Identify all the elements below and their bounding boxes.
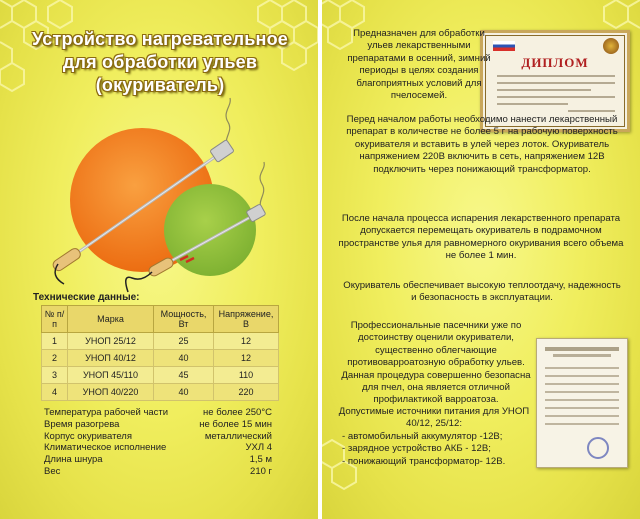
left-panel bbox=[0, 0, 318, 519]
col-header-power: Мощность, Вт bbox=[154, 306, 214, 333]
table-header-row bbox=[42, 306, 279, 333]
paragraph-reliability: Окуриватель обеспечивает высокую теплоотдачу, надежность и безопасность в эксплуатации. bbox=[343, 280, 621, 304]
property-value: УХЛ 4 bbox=[245, 442, 272, 454]
property-value: металлический bbox=[204, 430, 272, 442]
flag-icon bbox=[493, 41, 515, 51]
right-panel bbox=[322, 0, 640, 519]
cell-model: УНОП 40/220 bbox=[68, 384, 154, 401]
property-row bbox=[44, 431, 272, 443]
property-row bbox=[44, 466, 272, 478]
cell-power: 40 bbox=[154, 350, 214, 367]
cell-power: 45 bbox=[154, 367, 214, 384]
cell-number: 4 bbox=[42, 384, 68, 401]
specs-heading: Технические данные: bbox=[33, 292, 140, 303]
table-row bbox=[42, 333, 279, 350]
properties-list bbox=[44, 407, 272, 478]
certificate-image bbox=[536, 338, 628, 468]
property-value: не более 250°С bbox=[203, 407, 272, 418]
cell-voltage: 220 bbox=[214, 384, 279, 401]
diploma-title: ДИПЛОМ bbox=[521, 55, 589, 70]
fumigator-illustration bbox=[0, 90, 318, 300]
table-row bbox=[42, 350, 279, 367]
property-row bbox=[44, 407, 272, 419]
cell-number: 3 bbox=[42, 367, 68, 384]
diploma-text-lines bbox=[497, 75, 615, 117]
list-item: - зарядное устройство АКБ - 12В; bbox=[342, 443, 491, 455]
property-label: Температура рабочей части bbox=[44, 407, 169, 418]
property-label: Длина шнура bbox=[44, 454, 103, 466]
property-label: Корпус окуривателя bbox=[44, 430, 132, 442]
cell-number: 1 bbox=[42, 333, 68, 350]
property-value: 210 г bbox=[250, 465, 272, 477]
cell-model: УНОП 45/110 bbox=[68, 367, 154, 384]
title-line-3: (окуриватель) bbox=[95, 75, 225, 95]
col-header-model: Марка bbox=[68, 306, 154, 333]
specs-table bbox=[41, 305, 279, 401]
cell-model: УНОП 25/12 bbox=[68, 333, 154, 350]
paragraph-purpose: Предназначен для обработки ульев лекарственными препаратами в осенний, зимний периоды в целях создания благоприятных условий для пчелосемей. bbox=[347, 28, 491, 102]
emblem-icon bbox=[603, 38, 619, 54]
property-value: не более 15 мин bbox=[199, 418, 272, 430]
cell-number: 2 bbox=[42, 350, 68, 367]
cell-voltage: 12 bbox=[214, 350, 279, 367]
property-label: Вес bbox=[44, 465, 61, 477]
green-circle bbox=[164, 184, 256, 276]
property-value: 1,5 м bbox=[249, 454, 272, 466]
paragraph-preparation: Перед началом работы необходимо нанести лекарственный препарат в количестве не более 5 г на рабочую поверхность окуривателя и вставить в улей через лоток. Окуриватель напряжением 220В включить в сеть, напряжением 12В подключить через понижающий трансформатор. bbox=[346, 114, 618, 175]
seal-icon bbox=[587, 437, 609, 459]
cell-power: 40 bbox=[154, 384, 214, 401]
col-header-number: № п/п bbox=[42, 306, 68, 333]
table-row bbox=[42, 367, 279, 384]
title-line-1: Устройство нагревательное bbox=[31, 29, 289, 49]
power-sources-lead: Допустимые источники питания для УНОП 40/12, 25/12: bbox=[338, 406, 530, 430]
cell-voltage: 110 bbox=[214, 367, 279, 384]
list-item: - автомобильный аккумулятор -12В; bbox=[342, 430, 503, 442]
cell-power: 25 bbox=[154, 333, 214, 350]
property-row bbox=[44, 419, 272, 431]
property-label: Время разогрева bbox=[44, 418, 120, 430]
cell-voltage: 12 bbox=[214, 333, 279, 350]
cell-model: УНОП 40/12 bbox=[68, 350, 154, 367]
smoke-icon bbox=[260, 162, 264, 210]
col-header-voltage: Напряжение, В bbox=[214, 306, 279, 333]
property-row bbox=[44, 454, 272, 466]
title-line-2: для обработки ульев bbox=[62, 52, 258, 72]
list-item: - понижающий трансформатор- 12В. bbox=[342, 455, 506, 467]
property-row bbox=[44, 442, 272, 454]
paragraph-process: После начала процесса испарения лекарственного препарата допускается перемещать окуриватель в подрамочном пространстве улья для равномерного окуривания всего объема не более 1 мин. bbox=[338, 213, 624, 262]
product-title bbox=[20, 28, 300, 97]
paragraph-recommendation: Профессиональные пасечники уже по достоинству оценили окуриватели, существенно облегчающие противоварроатозную обработку ульев. Данная процедура совершенно безопасна для пчел, она является отличной профилактикой варроатоза. bbox=[341, 320, 531, 406]
table-row bbox=[42, 384, 279, 401]
power-sources bbox=[336, 406, 532, 468]
property-label: Климатическое исполнение bbox=[44, 442, 167, 454]
